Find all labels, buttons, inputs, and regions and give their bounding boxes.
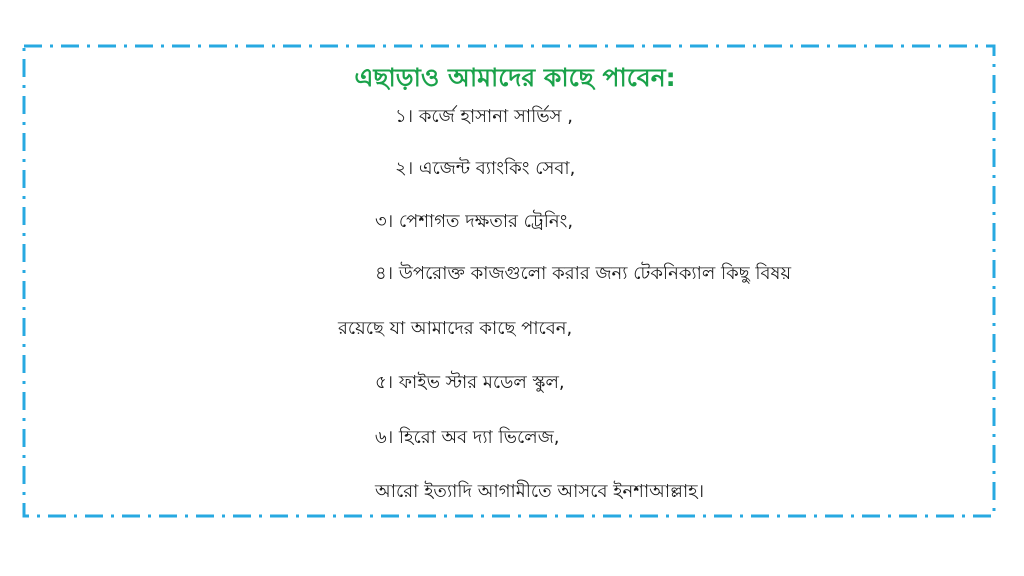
list-item-5: ৫। ফাইভ স্টার মডেল স্কুল, bbox=[375, 372, 565, 393]
closing-line: আরো ইত্যাদি আগামীতে আসবে ইনশাআল্লাহ। bbox=[375, 481, 705, 502]
page-heading: এছাড়াও আমাদের কাছে পাবেন: bbox=[354, 63, 676, 92]
list-item-2: ২। এজেন্ট ব্যাংকিং সেবা, bbox=[395, 158, 576, 179]
list-item-6: ৬। হিরো অব দ্যা ভিলেজ, bbox=[375, 427, 560, 448]
list-item-3: ৩। পেশাগত দক্ষতার ট্রেনিং, bbox=[375, 211, 574, 232]
list-item-4: ৪। উপরোক্ত কাজগুলো করার জন্য টেকনিক্যাল কিছু বিষয় bbox=[375, 263, 792, 284]
list-item-1: ১। কর্জে হাসানা সার্ভিস , bbox=[395, 106, 573, 127]
list-item-4-continued: রয়েছে যা আমাদের কাছে পাবেন, bbox=[338, 318, 573, 339]
